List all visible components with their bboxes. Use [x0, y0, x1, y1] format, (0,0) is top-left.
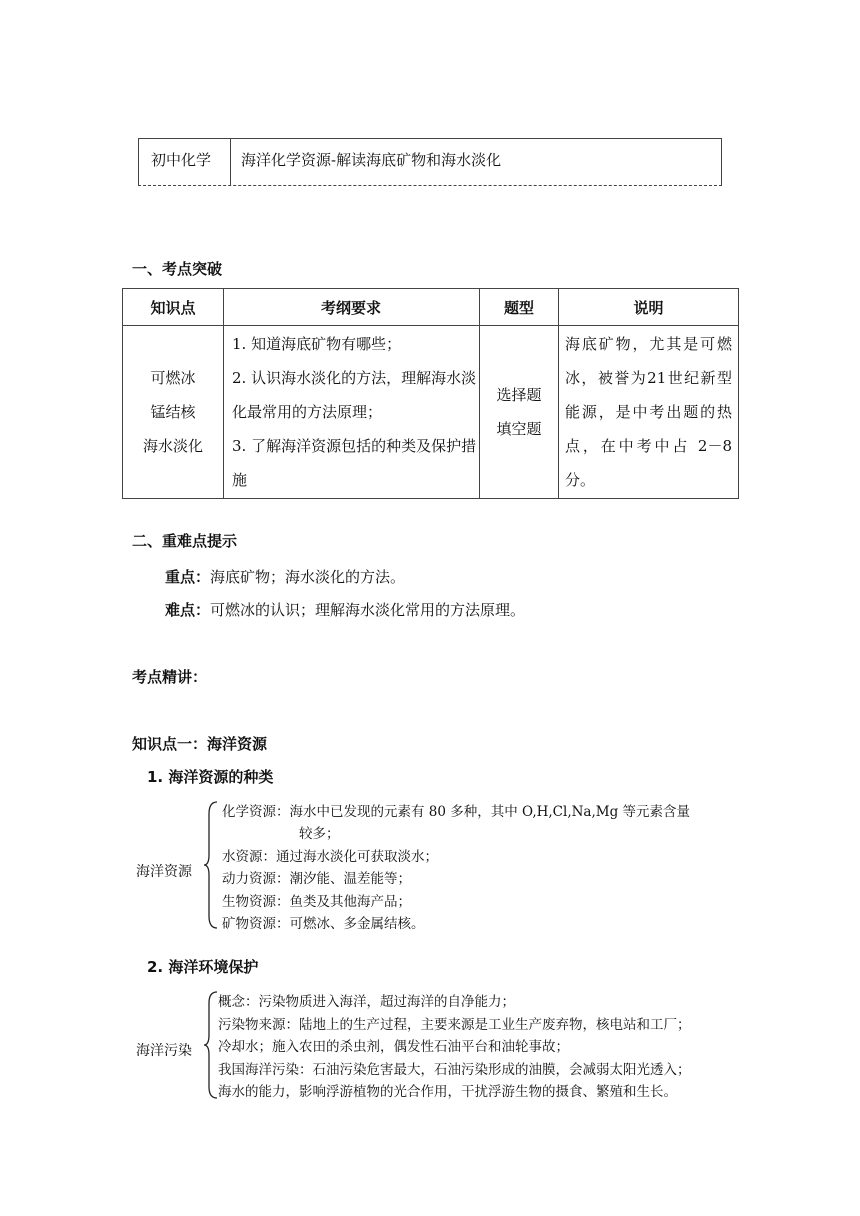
- left-brace-icon: [203, 990, 219, 1100]
- knowledge-item: 海水淡化: [142, 437, 203, 455]
- header-requirement: 考纲要求: [224, 289, 480, 326]
- left-brace-icon: [203, 800, 219, 930]
- knowledge-cell: [123, 326, 224, 499]
- header-note: 说明: [559, 289, 739, 326]
- header-box: [138, 138, 722, 186]
- requirement-cell: [224, 326, 480, 499]
- ocean-pollution-label: 海洋污染: [136, 1043, 192, 1059]
- page-title: 海洋化学资源-解读海底矿物和海水淡化: [241, 151, 502, 169]
- lecture-heading: 考点精讲：: [132, 668, 208, 686]
- pollution-item: 海水的能力，影响浮游植物的光合作用，干扰浮游生物的摄食、繁殖和生长。: [218, 1084, 677, 1100]
- pollution-item: 概念：污染物质进入海洋，超过海洋的自净能力；: [218, 994, 515, 1010]
- resource-item: 水资源：通过海水淡化可获取淡水；: [222, 849, 438, 865]
- table-header-row: [123, 289, 739, 326]
- note-cell: 海底矿物，尤其是可燃冰，被誉为21世纪新型能源，是中考出题的热点，在中考中占 2－8 分。: [559, 326, 739, 499]
- difficult-point-label: 难点：: [165, 601, 211, 619]
- knowledge-item: 可燃冰: [150, 369, 196, 387]
- type-item: 选择题: [496, 386, 542, 404]
- subject-label: 初中化学: [139, 139, 231, 185]
- pollution-item: 冷却水；施入农田的杀虫剂，偶发性石油平台和油轮事故；: [218, 1039, 569, 1055]
- resource-item: 动力资源：潮汐能、温差能等；: [222, 871, 411, 887]
- kp1-heading: 知识点一：海洋资源: [132, 735, 268, 753]
- resource-item: 生物资源：鱼类及其他海产品；: [222, 894, 411, 910]
- table-row: [123, 326, 739, 499]
- resource-item: 较多；: [299, 826, 340, 842]
- pollution-item: 我国海洋污染：石油污染危害最大，石油污染形成的油膜，会减弱太阳光透入；: [218, 1062, 691, 1078]
- header-knowledge: 知识点: [123, 289, 224, 326]
- kp1-sub1-heading: 1. 海洋资源的种类: [147, 768, 274, 786]
- requirement-item: 1. 知道海底矿物有哪些；: [232, 335, 402, 353]
- section1-heading: 一、考点突破: [132, 260, 223, 278]
- difficult-point-text: 可燃冰的认识；理解海水淡化常用的方法原理。: [210, 601, 526, 619]
- type-item: 填空题: [496, 420, 542, 438]
- section2-heading: 二、重难点提示: [132, 532, 238, 550]
- requirement-item: 2. 认识海水淡化的方法，理解海水淡化最常用的方法原理；: [232, 369, 477, 421]
- resource-item: 矿物资源：可燃冰、多金属结核。: [222, 916, 425, 932]
- kp1-sub2-heading: 2. 海洋环境保护: [147, 958, 259, 976]
- header-type: 题型: [480, 289, 559, 326]
- resource-item: 化学资源：海水中已发现的元素有 80 多种，其中 O,H,Cl,Na,Mg 等元素含量: [222, 804, 691, 820]
- requirement-item: 3. 了解海洋资源包括的种类及保护措施: [232, 437, 477, 489]
- exam-points-table: [122, 288, 739, 499]
- ocean-resources-label: 海洋资源: [136, 864, 192, 880]
- key-point-line: [165, 566, 405, 587]
- pollution-item: 污染物来源：陆地上的生产过程，主要来源是工业生产废弃物，核电站和工厂；: [218, 1017, 691, 1033]
- key-point-label: 重点：: [165, 568, 211, 586]
- key-point-text: 海底矿物；海水淡化的方法。: [210, 568, 406, 586]
- type-cell: [480, 326, 559, 499]
- knowledge-item: 锰结核: [150, 403, 196, 421]
- difficult-point-line: [165, 599, 525, 620]
